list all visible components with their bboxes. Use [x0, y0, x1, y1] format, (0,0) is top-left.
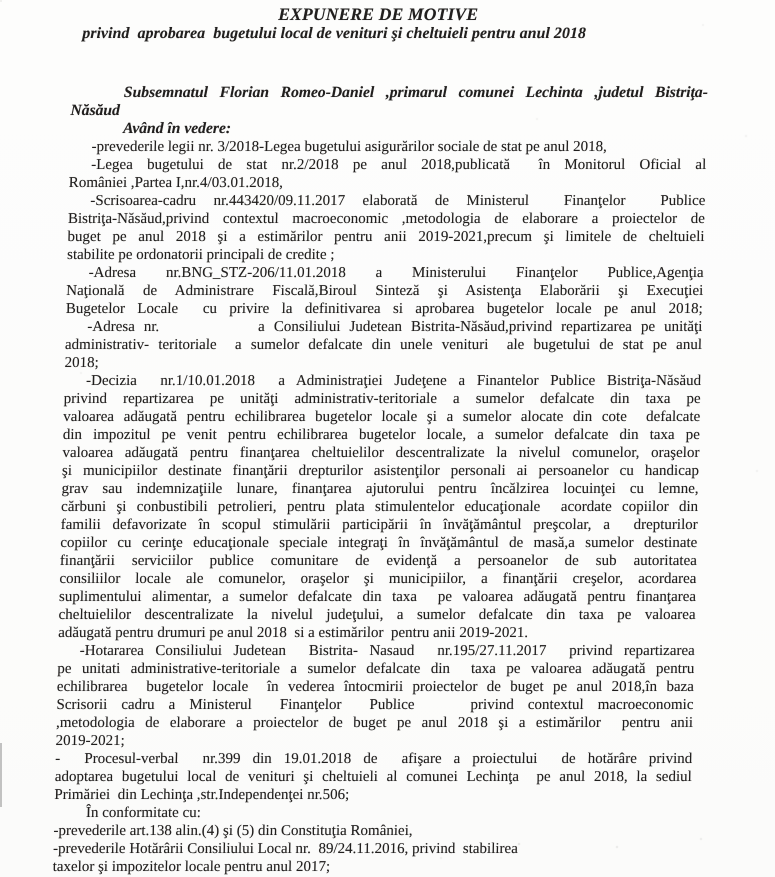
text-line: -prevederile legii nr. 3/2018-Legea bugetului asigurărilor sociale de stat pe anul 2018, [91, 139, 608, 155]
text-line: finanţării serviciilor publice comunitare de evidenţă a persoanelor de sub autoritatea [59, 553, 698, 569]
text-line: taxelor şi impozitelor locale pentru anul 2017; [52, 859, 331, 875]
text-line: Scrisorii cadru a Ministerul Finanţelor Publice privind contextul macroeconomic [56, 697, 694, 713]
text-line: - Procesul-verbal nr.399 din 19.01.2018 de afişare a proiectului de hotărâre privind [55, 751, 693, 767]
text-line: Primăriei din Lechinţa ,str.Independenţei nr.506; [54, 787, 350, 803]
document-content [0, 4, 775, 876]
text-line: copiilor cu cerinţe educaţionale speciale integraţi în învăţământul de masă,a sumelor destinate [60, 535, 698, 551]
text-line: -prevederile Hotărârii Consiliului Local nr. 89/24.11.2016, privind stabilirea [52, 841, 519, 857]
text-line: Subsemnatul Florian Romeo-Daniel ,primarul comunei Lechinta ,judetul Bistriţa- [123, 84, 709, 101]
text-line: stabilite pe ordonatorii principali de credite ; [66, 247, 335, 263]
scan-noise-speckles [0, 0, 2, 2]
text-line: familii defavorizate în scopul stimulării participării în învăţământul preşcolar, a drepturilor [60, 517, 698, 533]
scan-artifact-line [0, 743, 2, 807]
text-line: -Decizia nr.1/10.01.2018 a Administraţiei Judeţene a Finantelor Publice Bistriţa-Năsăud [85, 373, 702, 389]
text-line: Având în vedere: [122, 120, 232, 137]
text-line: -Hotararea Consiliului Judetean Bistrita- Nasaud nr.195/27.11.2017 privind repartizarea [79, 643, 695, 659]
text-line: buget pe anul 2018 şi a estimărilor pentru anii 2019-2021,precum şi limitele de cheltuieli [67, 229, 705, 245]
text-line: Bugetelor Locale cu privire la definitivarea si aprobarea bugetelor locale pe anul 2018; [65, 301, 704, 317]
text-line: Naţională de Administrare Fiscală,Biroul Sinteză şi Asistenţa Elaborării şi Execuţiei [66, 283, 704, 299]
text-line: 2018; [64, 355, 99, 371]
text-line: -Adresa nr. a Consiliului Judetean Bistrita-Năsăud,privind repartizarea pe unităţi [87, 319, 703, 335]
text-line: Năsăud [70, 102, 121, 119]
text-line: 2019-2021; [55, 733, 125, 749]
document-subtitle: privind aprobarea bugetului local de venituri şi cheltuieli pentru anul 2018 [82, 25, 587, 42]
text-line: cheltuielilor descentralizate la nivelul judeţului, a sumelor defalcate din taxa pe valoarea [58, 607, 696, 623]
text-line: valoarea adăugată pentru finanţarea cheltuielilor descentralizate la nivelul comunelor, oraşelor [62, 445, 700, 461]
text-line: -prevederile art.138 alin.(4) şi (5) din Constituţia României, [53, 823, 413, 839]
text-line: -Scrisoarea-cadru nr.443420/09.11.2017 elaborată de Ministerul Finanţelor Publice [90, 193, 706, 209]
document-title: EXPUNERE DE MOTIVE [278, 4, 479, 24]
text-line: -Adresa nr.BNG_STZ-206/11.01.2018 a Ministerului Finanţelor Publice,Agenţia [88, 265, 704, 281]
text-line: valoarea adăugată pentru echilibrarea bugetelor locale şi a sumelor alocate din cote defalcate [63, 409, 701, 425]
text-line: În conformitate cu: [85, 805, 202, 821]
document-body [52, 84, 708, 876]
text-line: din impozitul pe venit pentru echilibrarea bugetelor locale, a sumelor defalcate din taxa pe [62, 427, 701, 443]
text-line: -Legea bugetului de stat nr.2/2018 pe anul 2018,publicată în Monitorul Oficial al [91, 157, 707, 173]
text-line: echilibrarea bugetelor locale în vederea întocmirii proiectelor de buget pe anul 2018,în baza [56, 679, 695, 695]
text-line: României ,Partea I,nr.4/03.01.2018, [68, 175, 284, 191]
text-line: adăugată pentru drumuri pe anul 2018 si a estimărilor pentru anii 2019-2021. [57, 625, 529, 641]
text-line: adoptarea bugetului local de venituri şi cheltuieli al comunei Lechinţa pe anul 2018, la sediul [54, 769, 692, 785]
text-line: suplimentului alimentar, a sumelor defalcate din taxa pe valoarea adăugată pentru finanţarea [58, 589, 697, 605]
text-line: administrativ- teritoriale a sumelor defalcate din unele venituri ale bugetului de stat pe anul [64, 337, 703, 353]
text-line: consiliilor locale ale comunelor, oraşelor şi municipiilor, a finanţării creşelor, acordarea [59, 571, 697, 587]
text-line: şi municipiilor destinate finanţării drepturilor asistenţilor personali ai persoanelor cu handicap [61, 463, 700, 479]
text-line: grav sau indemnizaţiile lunare, finanţarea ajutorului pentru încălzirea locuinţei cu lemne, [61, 481, 699, 497]
text-line: cărbuni şi conbustibili petrolieri, pentru plata stimulentelor educaţionale acordate copiilor din [60, 499, 699, 515]
text-line: privind repartizarea pe unităţi administrativ-teritoriale a sumelor defalcate din taxa pe [63, 391, 701, 407]
text-line: ,metodologia de elaborare a proiectelor de buget pe anul 2018 şi a estimărilor pentru anii [55, 715, 694, 731]
text-line: Bistriţa-Năsăud,privind contextul macroeconomic ,metodologia de elaborare a proiectelor de [67, 211, 706, 227]
text-line: pe unitati administrative-teritoriale a sumelor defalcate din taxa pe valoarea adăugată pentru [57, 661, 695, 677]
